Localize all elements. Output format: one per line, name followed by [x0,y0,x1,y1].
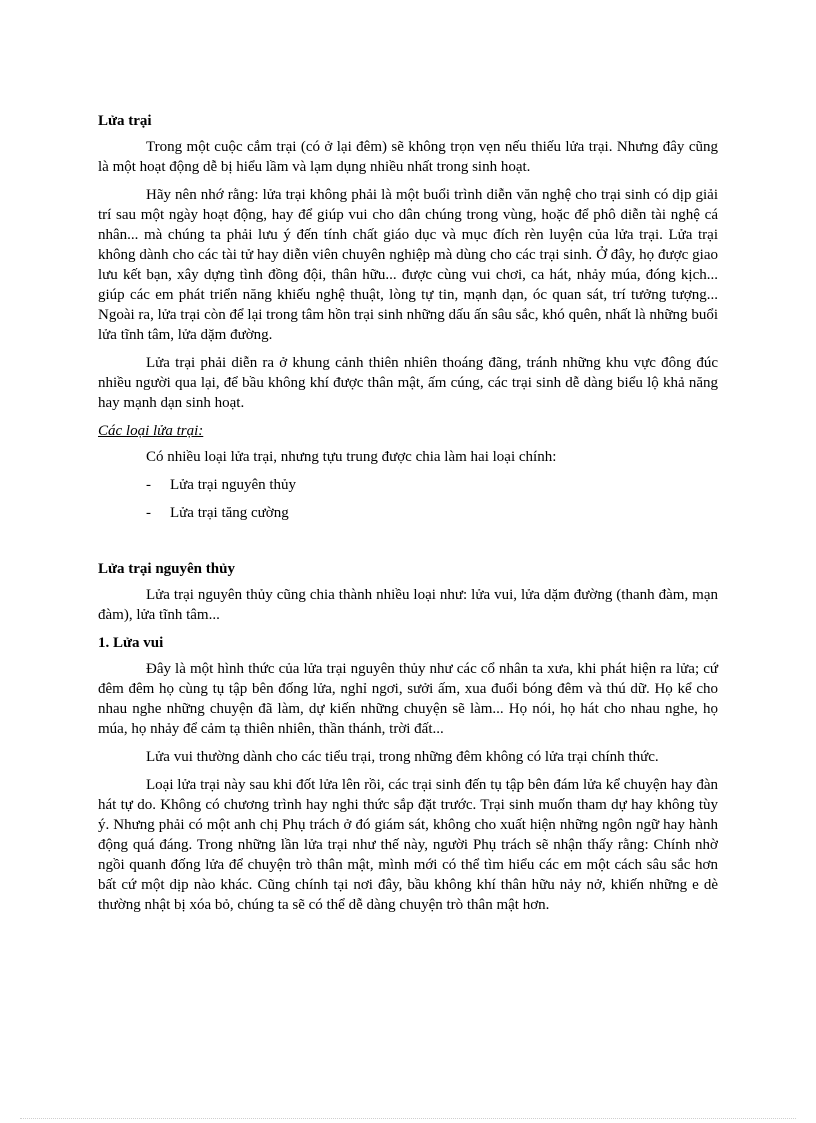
list-item [98,503,718,523]
list-item-text: Lửa trại nguyên thủy [170,477,297,493]
list-dash: - [146,505,151,521]
subheading-types: Các loại lửa trại: [98,423,204,439]
paragraph-purpose: Hãy nên nhớ rằng: lửa trại không phải là một buổi trình diễn văn nghệ cho trại sinh có dịp giải trí sau một ngày hoạt động, hay để giúp vui cho dân chúng trong vùng, hoặc để phô diễn tài nghệ cá nhân... mà chúng ta phải lưu ý đến tính chất giáo dục và mục đích rèn luyện của lửa trại. Lửa trại không dành cho các tài tử hay diễn viên chuyên nghiệp mà dùng cho các trại sinh. Ở đây, họ được giao lưu kết bạn, xây dựng tình đồng đội, thân hữu... được cùng vui chơi, ca hát, nhảy múa, đóng kịch... giúp các em phát triển năng khiếu nghệ thuật, lòng tự tin, mạnh dạn, óc quan sát, trí tưởng tượng... Ngoài ra, lửa trại còn để lại trong tâm hồn trại sinh những dấu ấn sâu sắc, khó quên, nhất là những buổi lửa tĩnh tâm, lửa dặm đường. [98,187,718,343]
list-item-text: Lửa trại tăng cường [170,505,289,521]
paragraph-lua-vui-origin: Đây là một hình thức của lửa trại nguyên thủy như các cổ nhân ta xưa, khi phát hiện ra lửa; cứ đêm đêm họ cùng tụ tập bên đống lửa, nghỉ ngơi, sưởi ấm, xua đuổi bóng đêm và thú dữ. Họ kể cho nhau nghe những chuyện đã làm, dự kiến những chuyện sẽ làm... Họ nói, họ hát cho nhau nghe, họ múa, họ nhảy để cảm tạ thiên nhiên, thần thánh, trời đất... [98,661,718,737]
paragraph-lua-vui-usage: Lửa vui thường dành cho các tiểu trại, trong những đêm không có lửa trại chính thức. [146,749,659,765]
list-dash: - [146,477,151,493]
paragraph-nguyen-thuy-intro: Lửa trại nguyên thủy cũng chia thành nhiều loại như: lửa vui, lửa dặm đường (thanh đàm, mạn đàm), lửa tĩnh tâm... [98,587,718,623]
section-title-nguyen-thuy: Lửa trại nguyên thủy [98,561,235,577]
section-title-lua-trai: Lửa trại [98,113,152,129]
spacer [98,531,718,559]
page-bottom-divider [20,1118,796,1119]
paragraph-lua-vui-detail: Loại lửa trại này sau khi đốt lửa lên rồi, các trại sinh đến tụ tập bên đám lửa kể chuyện hay đàn hát tự do. Không có chương trình hay nghi thức sắp đặt trước. Trại sinh muốn tham dự hay không tùy ý. Nhưng phải có một anh chị Phụ trách ở đó giám sát, không cho xuất hiện những ngôn ngữ hay hành động quá đáng. Trong những lần lửa trại như thế này, người Phụ trách sẽ nhận thấy rằng: Chính nhờ ngồi quanh đống lửa để chuyện trò thân mật, mình mới có thể tìm hiểu các em một cách sâu sắc hơn bất cứ một dịp nào khác. Cũng chính tại nơi đây, bầu không khí thân hữu nảy nở, khiến những e dè thường nhật bị xóa bỏ, chúng ta sẽ có thể dễ dàng chuyện trò thân mật hơn. [98,777,718,913]
paragraph-types-intro: Có nhiều loại lửa trại, nhưng tựu trung được chia làm hai loại chính: [146,449,557,465]
paragraph-intro: Trong một cuộc cắm trại (có ở lại đêm) sẽ không trọn vẹn nếu thiếu lửa trại. Nhưng đây cũng là một hoạt động dễ bị hiểu lầm và lạm dụng nhiều nhất trong sinh hoạt. [98,139,718,175]
types-list [98,475,718,523]
paragraph-location: Lửa trại phải diễn ra ở khung cảnh thiên nhiên thoáng đãng, tránh những khu vực đông đúc nhiều người qua lại, để bầu không khí được thân mật, ấm cúng, các trại sinh dễ dàng biểu lộ khả năng hay mạnh dạn sinh hoạt. [98,355,718,411]
document-page [98,111,718,923]
list-item [98,475,718,495]
section-title-lua-vui: 1. Lửa vui [98,635,164,651]
